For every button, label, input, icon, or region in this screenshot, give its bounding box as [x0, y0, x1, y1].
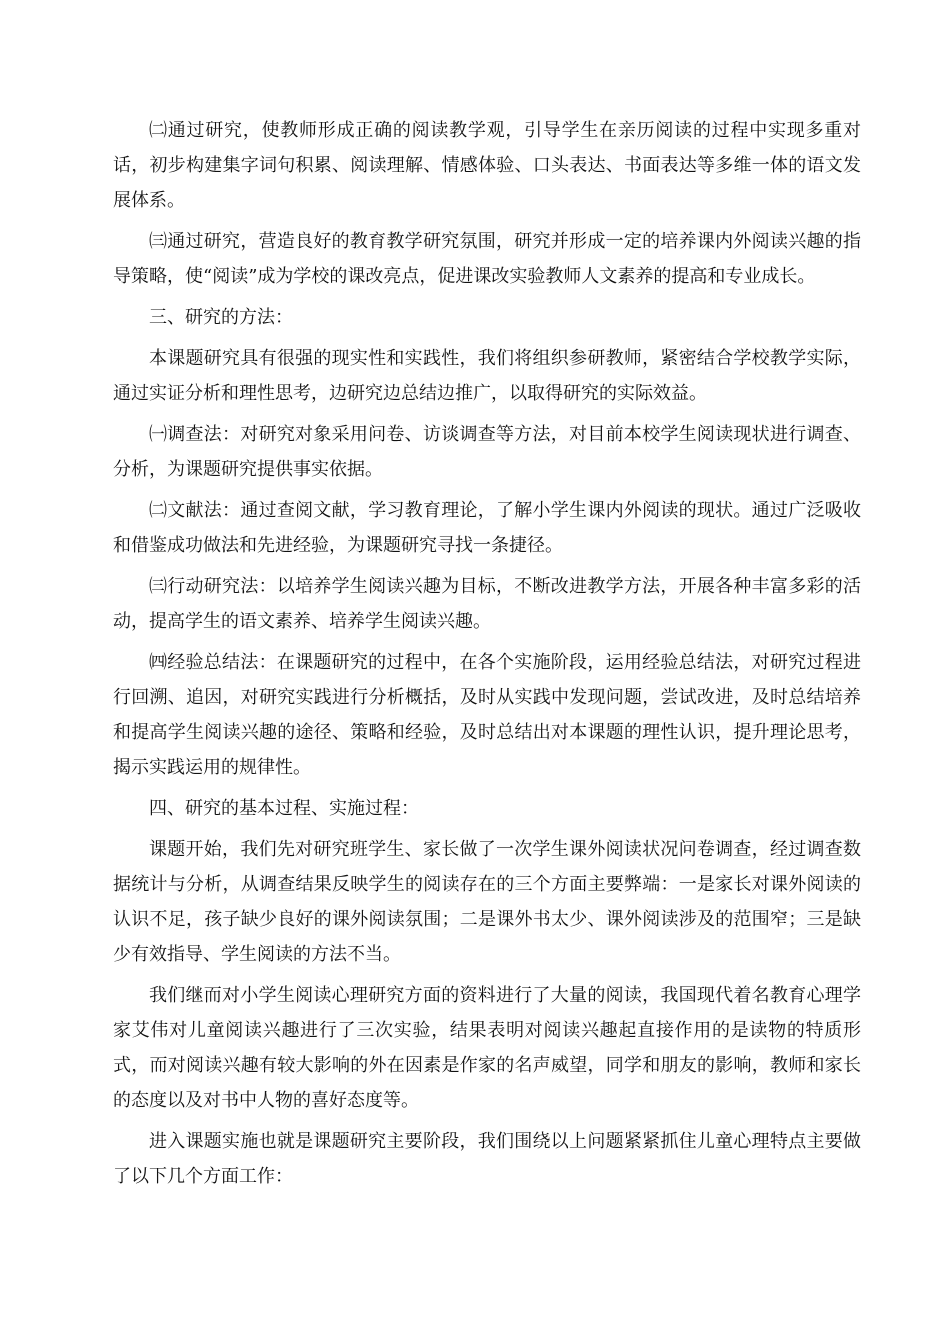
paragraph-process-implementation: 进入课题实施也就是课题研究主要阶段，我们围绕以上问题紧紧抓住儿童心理特点主要做了以下几个方面工作： [113, 1131, 861, 1187]
paragraph-process-psychology: 我们继而对小学生阅读心理研究方面的资料进行了大量的阅读，我国现代着名教育心理学家艾伟对儿童阅读兴趣进行了三次实验，结果表明对阅读兴趣起直接作用的是读物的特质形式，而对阅读兴趣有较大影响的外在因素是作家的名声威望，同学和朋友的影响，教师和家长的态度以及对书中人物的喜好态度等。 [113, 985, 861, 1111]
paragraph-process-survey: 课题开始，我们先对研究班学生、家长做了一次学生课外阅读状况问卷调查，经过调查数据统计与分析，从调查结果反映学生的阅读存在的三个方面主要弊端：一是家长对课外阅读的认识不足，孩子缺少良好的课外阅读氛围；二是课外书太少、课外阅读涉及的范围窄；三是缺少有效指导、学生阅读的方法不当。 [113, 839, 861, 965]
paragraph-method-survey: ㈠调查法：对研究对象采用问卷、访谈调查等方法，对目前本校学生阅读现状进行调查、分析，为课题研究提供事实依据。 [113, 424, 861, 480]
paragraph-method-experience-summary: ㈣经验总结法：在课题研究的过程中，在各个实施阶段，运用经验总结法，对研究过程进行回溯、追因，对研究实践进行分析概括，及时从实践中发现问题，尝试改进，及时总结培养和提高学生阅读兴趣的途径、策略和经验，及时总结出对本课题的理性认识，提升理论思考，揭示实践运用的规律性。 [113, 652, 861, 778]
paragraph-method-literature: ㈡文献法：通过查阅文献，学习教育理论，了解小学生课内外阅读的现状。通过广泛吸收和借鉴成功做法和先进经验，为课题研究寻找一条捷径。 [113, 500, 861, 556]
paragraph-goal-2: ㈡通过研究，使教师形成正确的阅读教学观，引导学生在亲历阅读的过程中实现多重对话，初步构建集字词句积累、阅读理解、情感体验、口头表达、书面表达等多维一体的语文发展体系。 [113, 120, 861, 211]
section-heading-methods: 三、研究的方法： [149, 307, 293, 328]
paragraph-methods-intro: 本课题研究具有很强的现实性和实践性，我们将组织参研教师，紧密结合学校教学实际，通过实证分析和理性思考，边研究边总结边推广，以取得研究的实际效益。 [113, 348, 861, 404]
paragraph-method-action-research: ㈢行动研究法：以培养学生阅读兴趣为目标，不断改进教学方法，开展各种丰富多彩的活动，提高学生的语文素养、培养学生阅读兴趣。 [113, 576, 861, 632]
paragraph-goal-3: ㈢通过研究，营造良好的教育教学研究氛围，研究并形成一定的培养课内外阅读兴趣的指导策略，使“阅读”成为学校的课改亮点，促进课改实验教师人文素养的提高和专业成长。 [113, 231, 861, 287]
section-heading-process: 四、研究的基本过程、实施过程： [149, 798, 419, 819]
document-body [113, 113, 861, 1194]
